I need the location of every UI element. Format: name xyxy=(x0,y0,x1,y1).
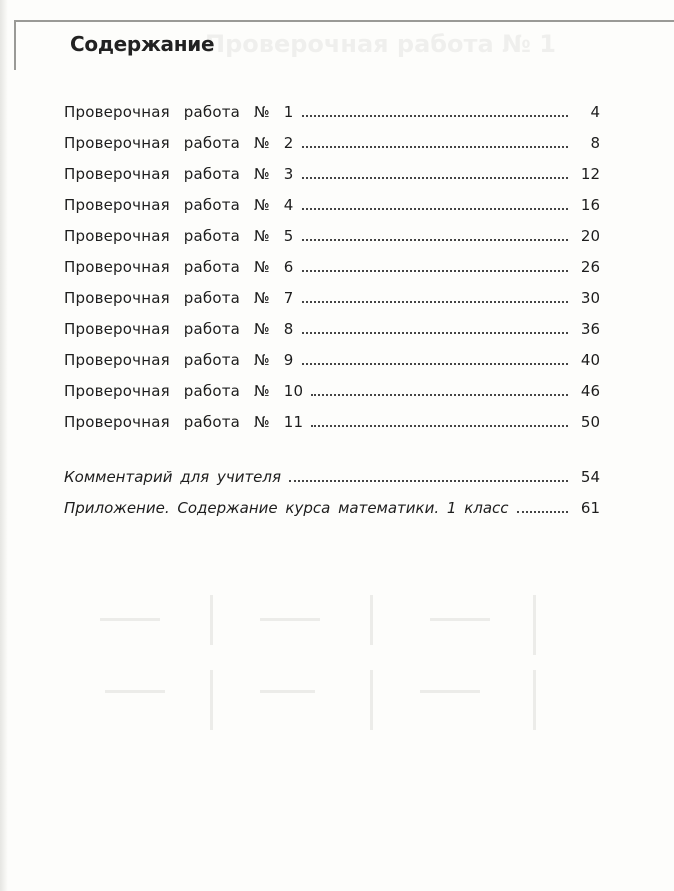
arrow-right-icon xyxy=(260,690,315,693)
leader-dots xyxy=(302,270,568,272)
toc-entry-label: Проверочная работа № 11 xyxy=(64,413,304,431)
toc-entry[interactable] xyxy=(64,346,600,370)
arrow-up-icon xyxy=(533,595,536,655)
arrow-down-icon xyxy=(210,595,213,645)
leader-dots xyxy=(302,208,568,210)
toc-entry[interactable] xyxy=(64,253,600,277)
toc-entry-label: Проверочная работа № 4 xyxy=(64,196,294,214)
bleed-through-text: Проверочная работа № 1 xyxy=(205,30,556,58)
leader-dots xyxy=(302,239,568,241)
toc-entry-label: Проверочная работа № 6 xyxy=(64,258,294,276)
toc-entry-label: Проверочная работа № 5 xyxy=(64,227,294,245)
arrow-right-icon xyxy=(430,618,490,621)
toc-page-number: 36 xyxy=(580,320,600,338)
toc-entry[interactable] xyxy=(64,191,600,215)
toc-page-number: 12 xyxy=(580,165,600,183)
leader-dots xyxy=(289,480,568,482)
arrow-up-icon xyxy=(210,670,213,730)
leader-dots xyxy=(302,332,568,334)
leader-dots xyxy=(302,177,568,179)
toc-entry[interactable] xyxy=(64,315,600,339)
arrow-right-icon xyxy=(100,618,160,621)
toc-entry-label: Проверочная работа № 10 xyxy=(64,382,304,400)
toc-entry[interactable] xyxy=(64,129,600,153)
toc-entry[interactable] xyxy=(64,160,600,184)
toc-entry-label: Проверочная работа № 9 xyxy=(64,351,294,369)
toc-entry[interactable] xyxy=(64,222,600,246)
toc-entry[interactable] xyxy=(64,284,600,308)
toc-page-number: 61 xyxy=(580,499,600,517)
toc-entry-label: Проверочная работа № 1 xyxy=(64,103,294,121)
arrow-down-icon xyxy=(370,595,373,645)
toc-page-number: 54 xyxy=(580,468,600,486)
arrow-down-icon xyxy=(533,670,536,730)
toc-page-number: 46 xyxy=(580,382,600,400)
leader-dots xyxy=(302,146,568,148)
toc-entry-label: Проверочная работа № 3 xyxy=(64,165,294,183)
arrow-up-icon xyxy=(370,670,373,730)
toc-entry[interactable] xyxy=(64,408,600,432)
toc-page-number: 8 xyxy=(590,134,600,152)
toc-entry[interactable] xyxy=(64,377,600,401)
toc-entry[interactable] xyxy=(64,463,600,487)
page-title: Содержание xyxy=(70,32,215,56)
toc-entry-label: Проверочная работа № 7 xyxy=(64,289,294,307)
leader-dots xyxy=(517,511,568,513)
toc-entry-label: Проверочная работа № 8 xyxy=(64,320,294,338)
arrow-left-icon xyxy=(105,690,165,693)
toc-entry-label: Проверочная работа № 2 xyxy=(64,134,294,152)
toc-page-number: 20 xyxy=(580,227,600,245)
toc-page-number: 26 xyxy=(580,258,600,276)
arrow-left-icon xyxy=(260,618,320,621)
toc-entry-label: Комментарий для учителя xyxy=(64,468,282,486)
page-edge xyxy=(0,0,8,891)
leader-dots xyxy=(302,363,568,365)
leader-dots xyxy=(311,425,568,427)
toc-entry[interactable] xyxy=(64,98,600,122)
toc-entry[interactable] xyxy=(64,494,600,518)
arrow-left-icon xyxy=(420,690,480,693)
toc-page-number: 40 xyxy=(580,351,600,369)
leader-dots xyxy=(302,115,568,117)
leader-dots xyxy=(311,394,568,396)
toc-entry-label: Приложение. Содержание курса математики. 1 класс xyxy=(64,499,509,517)
toc-page-number: 30 xyxy=(580,289,600,307)
toc-page-number: 16 xyxy=(580,196,600,214)
leader-dots xyxy=(302,301,568,303)
toc-page-number: 4 xyxy=(590,103,600,121)
toc-page-number: 50 xyxy=(580,413,600,431)
